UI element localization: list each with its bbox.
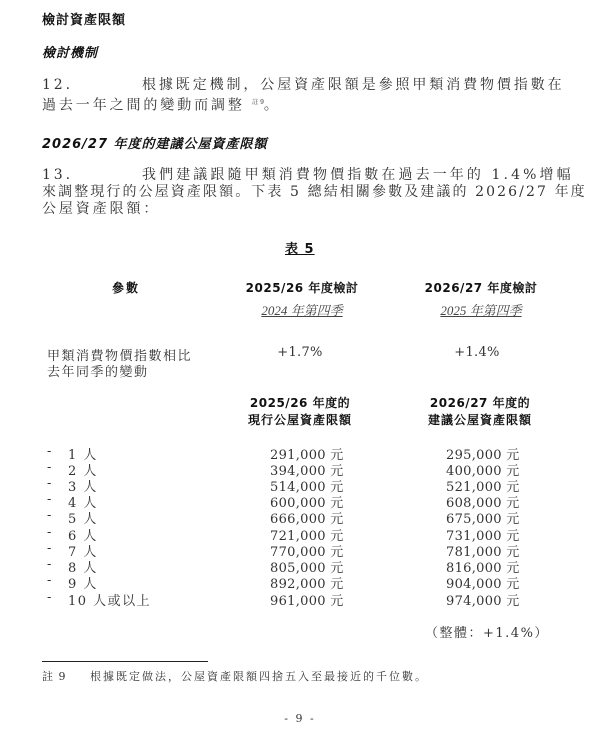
limit-header-col2-line1: 2026/27 年度的	[429, 396, 531, 410]
row-proposed: 781,000 元	[446, 545, 520, 560]
row-dash: -	[47, 460, 52, 475]
section-heading: 檢討資產限額	[42, 13, 127, 28]
table-subheader-col2: 2025 年第四季	[440, 303, 522, 318]
para12-number: 12.	[42, 77, 73, 93]
para13-line1: 我們建議跟隨甲類消費物價指數在過去一年的 1.4%增幅	[142, 167, 574, 183]
row-label: 3 人	[68, 480, 98, 495]
row-proposed: 608,000 元	[446, 496, 520, 511]
row-label: 8 人	[68, 561, 98, 576]
row-current: 770,000 元	[270, 545, 344, 560]
row-dash: -	[47, 573, 52, 588]
row-proposed: 731,000 元	[446, 529, 520, 544]
row-proposed: 521,000 元	[446, 480, 520, 495]
overall-change-note: （整體：+1.4%）	[425, 626, 549, 641]
row-proposed: 904,000 元	[446, 577, 520, 592]
limit-header-col2-line2: 建議公屋資產限額	[427, 413, 532, 427]
row-proposed: 675,000 元	[446, 512, 520, 527]
footnote-text: 根據既定做法，公屋資產限額四捨五入至最接近的千位數。	[90, 670, 428, 683]
table-title: 表 5	[285, 242, 315, 257]
table-row	[0, 444, 600, 463]
row-current: 892,000 元	[270, 577, 344, 592]
row-current: 394,000 元	[270, 464, 344, 479]
para13-number: 13.	[42, 167, 73, 183]
row-dash: -	[47, 444, 52, 459]
footnote-reference[interactable]: 註 9	[252, 99, 264, 106]
row-label: 1 人	[68, 448, 98, 463]
cpi-label-line1: 甲類消費物價指數相比	[47, 349, 193, 364]
row-label: 9 人	[68, 577, 98, 592]
row-current: 961,000 元	[270, 594, 344, 609]
table-row	[0, 573, 600, 592]
cpi-value-col1: +1.7%	[277, 345, 323, 360]
footnote-divider	[42, 661, 208, 662]
table-subheader-col1: 2024 年第四季	[261, 303, 343, 318]
para12-line2-text: 過去一年之間的變動而調整	[42, 97, 245, 114]
table-header-param: 參數	[112, 281, 141, 295]
row-proposed: 295,000 元	[446, 448, 520, 463]
row-current: 805,000 元	[270, 561, 344, 576]
table-row	[0, 541, 600, 560]
page-number: - 9 -	[284, 712, 316, 725]
row-proposed: 974,000 元	[446, 594, 520, 609]
row-dash: -	[47, 508, 52, 523]
row-dash: -	[47, 492, 52, 507]
row-dash: -	[47, 525, 52, 540]
table-header-col1: 2025/26 年度檢討	[245, 281, 359, 295]
row-dash: -	[47, 476, 52, 491]
row-proposed: 816,000 元	[446, 561, 520, 576]
table-row	[0, 492, 600, 511]
table-row	[0, 476, 600, 495]
para13-line3: 公屋資產限額：	[42, 201, 161, 217]
table-row	[0, 557, 600, 576]
footnote-label: 註 9	[42, 670, 67, 683]
row-current: 291,000 元	[270, 448, 344, 463]
row-current: 514,000 元	[270, 480, 344, 495]
table-row	[0, 525, 600, 544]
row-current: 721,000 元	[270, 529, 344, 544]
para12-line2-end: 。	[263, 97, 281, 114]
table-row	[0, 460, 600, 479]
row-label: 10 人或以上	[68, 594, 152, 609]
row-dash: -	[47, 557, 52, 572]
row-label: 5 人	[68, 512, 98, 527]
limit-header-col1-line2: 現行公屋資產限額	[247, 413, 352, 427]
row-label: 7 人	[68, 545, 98, 560]
limit-header-col1-line1: 2025/26 年度的	[249, 396, 351, 410]
table-header-col2: 2026/27 年度檢討	[424, 281, 538, 295]
para13-line2: 來調整現行的公屋資產限額。下表 5 總結相關參數及建議的 2026/27 年度	[42, 184, 587, 200]
table-row	[0, 508, 600, 527]
row-dash: -	[47, 590, 52, 605]
row-label: 2 人	[68, 464, 98, 479]
row-label: 4 人	[68, 496, 98, 511]
para12-line2	[42, 94, 281, 115]
row-label: 6 人	[68, 529, 98, 544]
cpi-label-line2: 去年同季的變動	[47, 365, 149, 380]
row-current: 600,000 元	[270, 496, 344, 511]
subheading-mechanism: 檢討機制	[42, 46, 99, 61]
subheading-proposal: 2026/27 年度的建議公屋資產限額	[42, 137, 268, 152]
row-proposed: 400,000 元	[446, 464, 520, 479]
row-current: 666,000 元	[270, 512, 344, 527]
table-row	[0, 590, 600, 609]
row-dash: -	[47, 541, 52, 556]
cpi-value-col2: +1.4%	[454, 345, 500, 360]
para12-line1: 根據既定機制，公屋資產限額是參照甲類消費物價指數在	[142, 77, 565, 93]
